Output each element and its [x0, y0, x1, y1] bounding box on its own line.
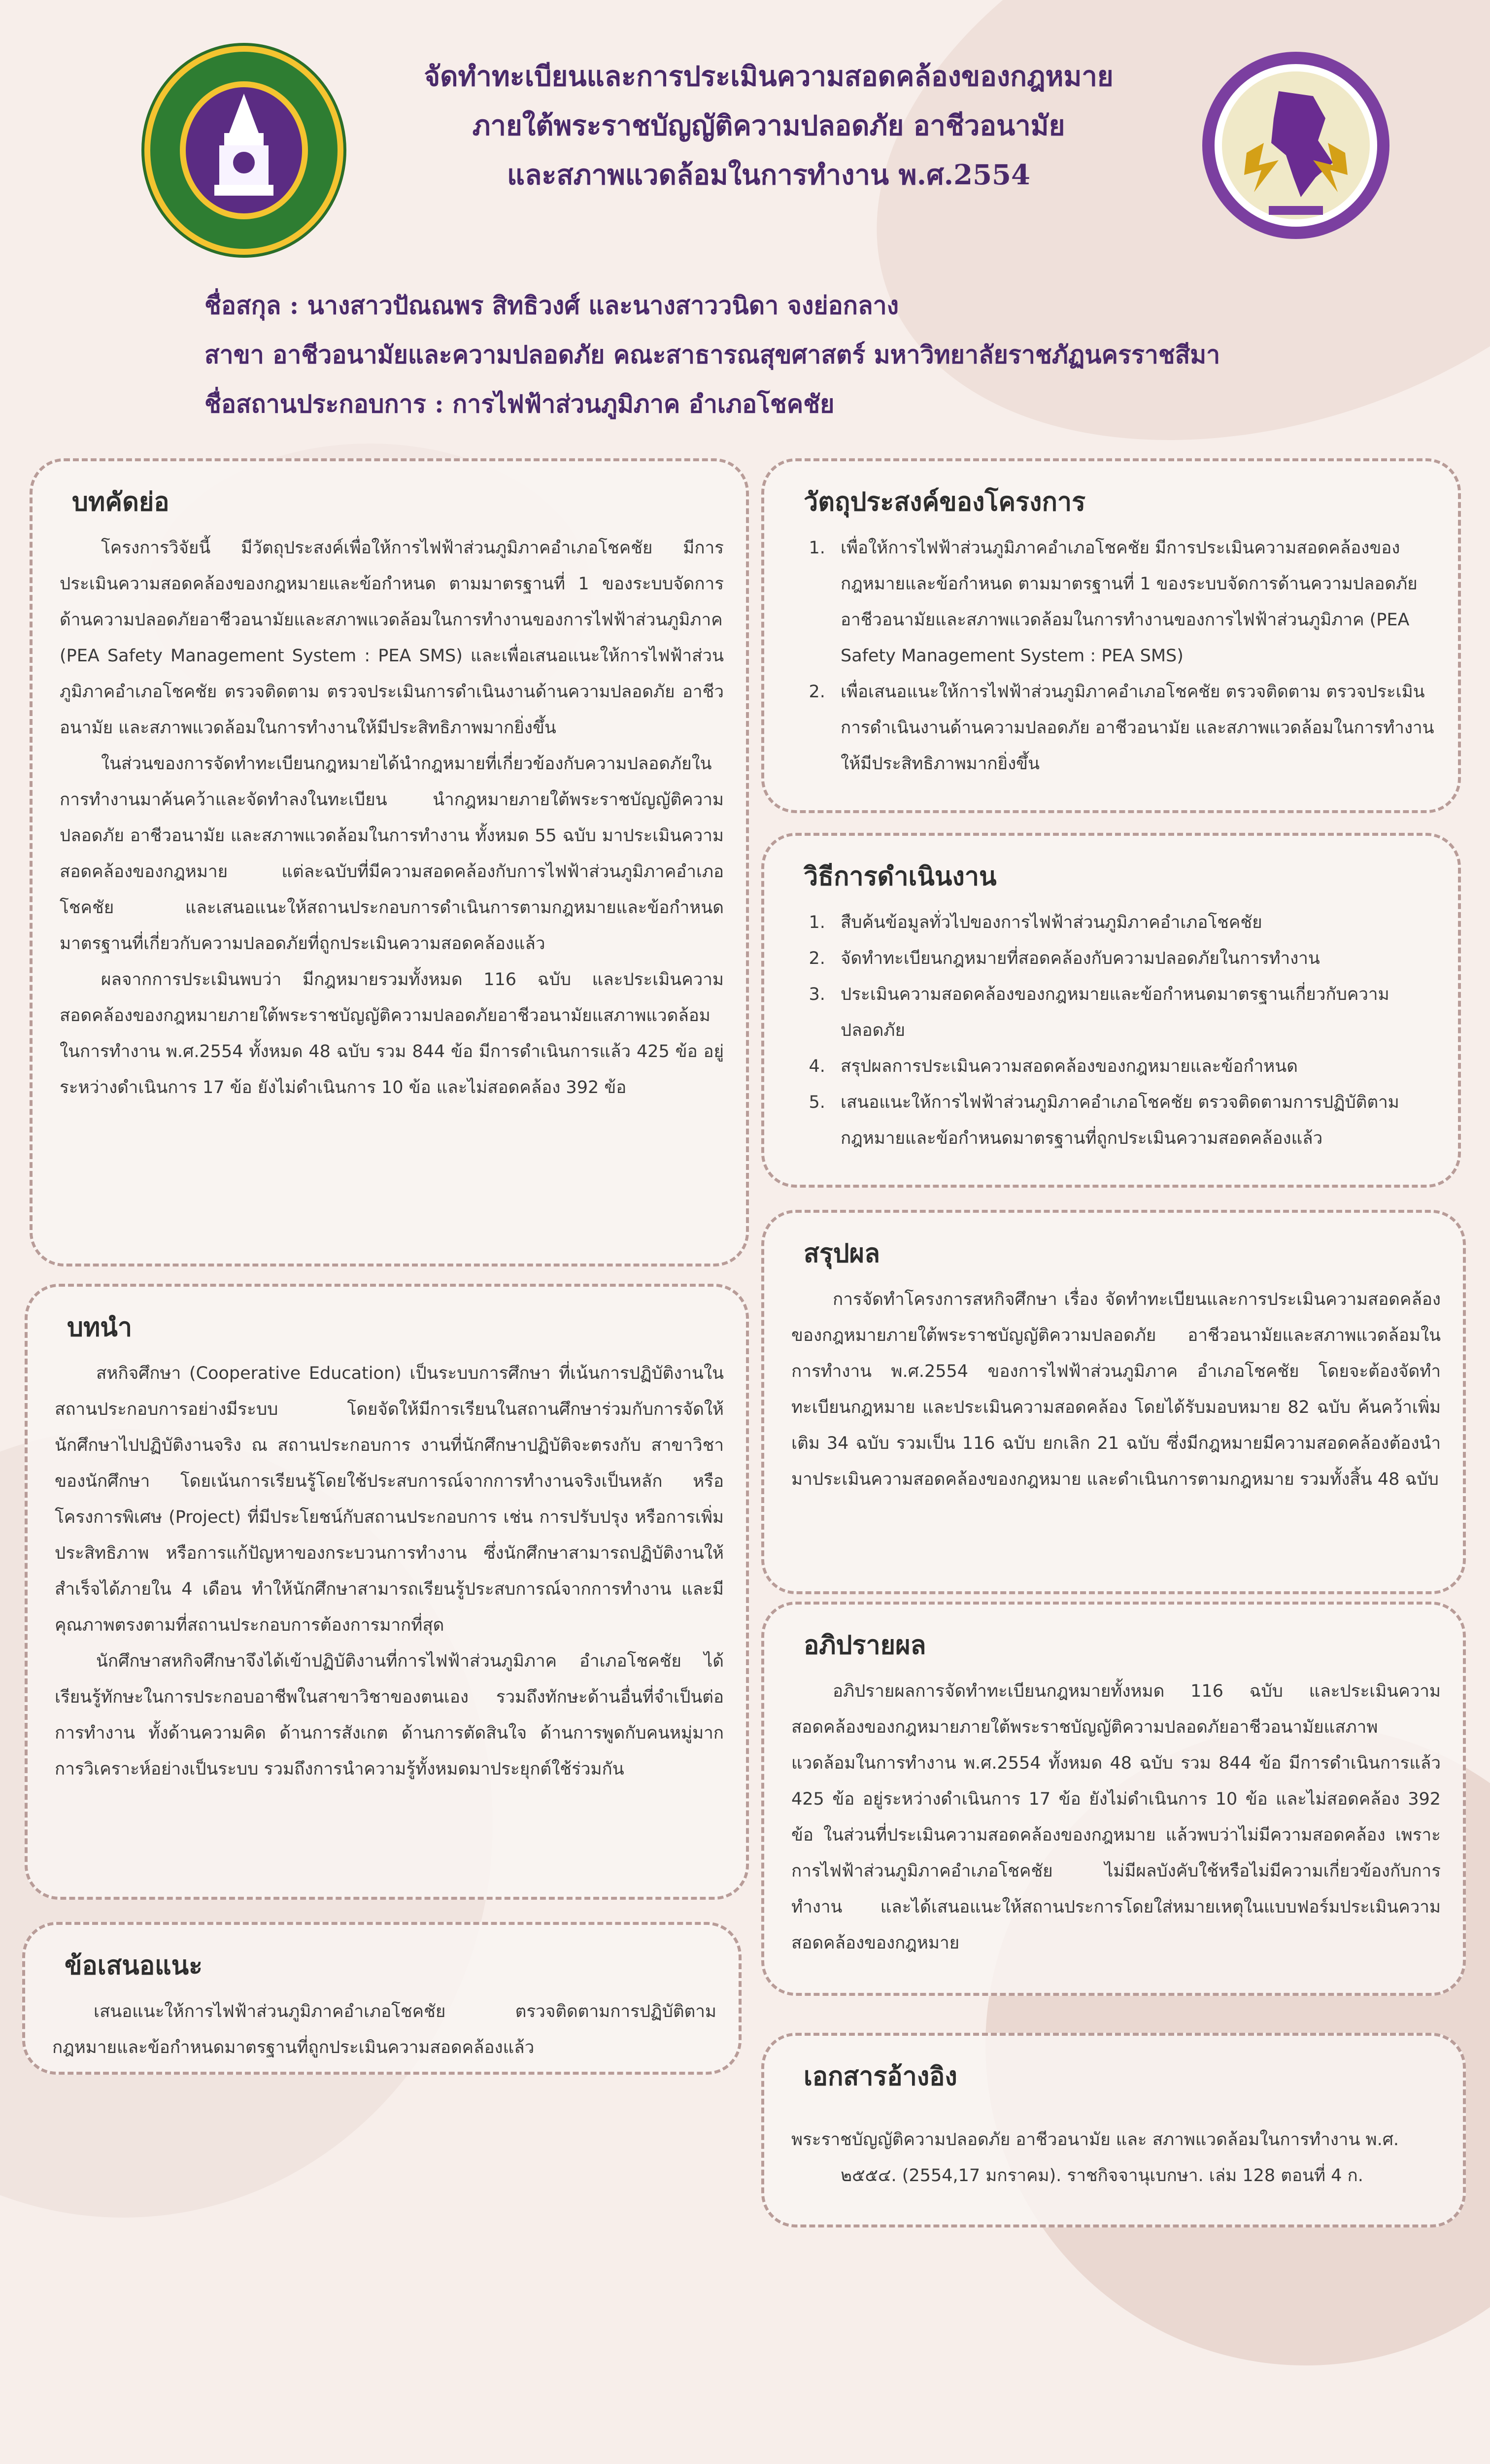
poster-title: [384, 52, 1153, 200]
list-item: 2. จัดทำทะเบียนกฎหมายที่สอดคล้องกับความปลอดภัยในการทำงาน: [831, 941, 1436, 977]
paragraph: ในส่วนของการจัดทำทะเบียนกฎหมายได้นำกฎหมายที่เกี่ยวข้องกับความปลอดภัยในการทำงานมาค้นคว้าและจัดทำลงในทะเบียน นำกฎหมายภายใต้พระราชบัญญัติความปลอดภัย อาชีวอนามัย และสภาพแวดล้อมในการทำงาน ทั้งหมด 55 ฉบับ มาประเมินความสอดคล้องของกฎหมาย แต่ละฉบับที่มีความสอดคล้องกับการไฟฟ้าส่วนภูมิภาคอำเภอโชคชัย และเสนอแนะให้สถานประกอบการดำเนินการตามกฎหมายและข้อกำหนดมาตรฐานที่เกี่ยวกับความปลอดภัยที่ถูกประเมินความสอดคล้องแล้ว: [60, 754, 724, 954]
department: สาขา อาชีวอนามัยและความปลอดภัย คณะสาธารณสุขศาสตร์ มหาวิทยาลัยราชภัฏนครราชสีมา: [204, 340, 1220, 369]
section-heading: ข้อเสนอแนะ: [65, 1951, 203, 1981]
list-item: 2. เพื่อเสนอแนะให้การไฟฟ้าส่วนภูมิภาคอำเภอโชคชัย ตรวจติดตาม ตรวจประเมินการดำเนินงานด้านความปลอดภัย อาชีวอนามัย และสภาพแวดล้อมในการทำงานให้มีประสิทธิภาพมากยิ่งขึ้น: [831, 674, 1436, 782]
section-heading: บทนำ: [67, 1313, 133, 1342]
objectives-section: [761, 458, 1461, 813]
paragraph: สหกิจศึกษา (Cooperative Education) เป็นระบบการศึกษา ที่เน้นการปฏิบัติงานในสถานประกอบการอย่างมีระบบ โดยจัดให้มีการเรียนในสถานศึกษาร่วมกับการจัดให้ นักศึกษาไปปฏิบัติงานจริง ณ สถานประกอบการ งานที่นักศึกษาปฏิบัติจะตรงกับ สาขาวิชาของนักศึกษา โดยเน้นการเรียนรู้โดยใช้ประสบการณ์จากการทำงานจริงเป็นหลัก หรือ โครงการพิเศษ (Project) ที่มีประโยชน์กับสถานประกอบการ เช่น การปรับปรุง หรือการเพิ่มประสิทธิภาพ หรือการแก้ปัญหาของกระบวนการทำงาน ซึ่งนักศึกษาสามารถปฏิบัติงานให้สำเร็จได้ภายใน 4 เดือน ทำให้นักศึกษาสามารถเรียนรู้ประสบการณ์จากการทำงาน และมีคุณภาพตรงตามที่สถานประกอบการต้องการมากที่สุด: [55, 1364, 724, 1635]
objectives-list: [791, 530, 1436, 782]
paragraph: ผลจากการประเมินพบว่า มีกฎหมายรวมทั้งหมด 116 ฉบับ และประเมินความสอดคล้องของกฎหมายภายใต้พระราชบัญญัติความปลอดภัยอาชีวอนามัยแสภาพแวดล้อมในการทำงาน พ.ศ.2554 ทั้งหมด 48 ฉบับ รวม 844 ข้อ มีการดำเนินการแล้ว 425 ข้อ อยู่ระหว่างดำเนินการ 17 ข้อ ยังไม่ดำเนินการ 10 ข้อ และไม่สอดคล้อง 392 ข้อ: [60, 970, 724, 1097]
title-line-1: จัดทำทะเบียนและการประเมินความสอดคล้องของกฎหมาย: [424, 60, 1114, 93]
university-logo: [140, 42, 347, 259]
list-item: 3. ประเมินความสอดคล้องของกฎหมายและข้อกำหนดมาตรฐานเกี่ยวกับความปลอดภัย: [831, 977, 1436, 1049]
methods-list: [791, 905, 1436, 1157]
list-item: 1. เพื่อให้การไฟฟ้าส่วนภูมิภาคอำเภอโชคชัย มีการประเมินความสอดคล้องของกฎหมายและข้อกำหนด ตามมาตรฐานที่ 1 ของระบบจัดการด้านความปลอดภัยอาชีวอนามัยและสภาพแวดล้อมในการทำงานของการไฟฟ้าส่วนภูมิภาค (PEA Safety Management System : PEA SMS): [831, 530, 1436, 674]
author-info: [204, 281, 1387, 429]
paragraph: โครงการวิจัยนี้ มีวัตถุประสงค์เพื่อให้การไฟฟ้าส่วนภูมิภาคอำเภอโชคชัย มีการประเมินความสอดคล้องของกฎหมายและข้อกำหนด ตามมาตรฐานที่ 1 ของระบบจัดการด้านความปลอดภัยอาชีวอนามัยและสภาพแวดล้อมในการทำงานของการไฟฟ้าส่วนภูมิภาค (PEA Safety Management System : PEA SMS) และเพื่อเสนอแนะให้การไฟฟ้าส่วนภูมิภาคอำเภอโชคชัย ตรวจติดตาม ตรวจประเมินการดำเนินงานด้านความปลอดภัย อาชีวอนามัย และสภาพแวดล้อมในการทำงานให้มีประสิทธิภาพมากยิ่งขึ้น: [60, 538, 724, 738]
section-heading: วัตถุประสงค์ของโครงการ: [804, 487, 1086, 517]
references-section: [761, 2033, 1466, 2227]
author-names: ชื่อสกุล : นางสาวปัณณพร สิทธิวงศ์ และนางสาววนิดา จงย่อกลาง: [204, 291, 899, 320]
list-item: 5. เสนอแนะให้การไฟฟ้าส่วนภูมิภาคอำเภอโชคชัย ตรวจติดตามการปฏิบัติตามกฎหมายและข้อกำหนดมาตรฐานที่ถูกประเมินความสอดคล้องแล้ว: [831, 1085, 1436, 1157]
section-heading: เอกสารอ้างอิง: [804, 2062, 957, 2091]
title-line-2: ภายใต้พระราชบัญญัติความปลอดภัย อาชีวอนามัย: [472, 109, 1065, 142]
suggestion-section: [22, 1922, 742, 2075]
workplace: ชื่อสถานประกอบการ : การไฟฟ้าส่วนภูมิภาค อำเภอโชคชัย: [204, 389, 835, 418]
pea-logo: [1200, 49, 1392, 241]
list-item: 4. สรุปผลการประเมินความสอดคล้องของกฎหมายและข้อกำหนด: [831, 1049, 1436, 1085]
abstract-section: [30, 458, 749, 1266]
reference-item: พระราชบัญญัติความปลอดภัย อาชีวอนามัย และ สภาพแวดล้อมในการทำงาน พ.ศ. ๒๕๕๔. (2554,17 มกราคม). ราชกิจจานุเบกษา. เล่ม 128 ตอนที่ 4 ก.: [791, 2130, 1399, 2186]
conclusion-section: [761, 1210, 1466, 1594]
methods-section: [761, 833, 1461, 1188]
list-item: 1. สืบค้นข้อมูลทั่วไปของการไฟฟ้าส่วนภูมิภาคอำเภอโชคชัย: [831, 905, 1436, 941]
discussion-section: [761, 1602, 1466, 1996]
section-heading: บทคัดย่อ: [72, 487, 169, 517]
paragraph: นักศึกษาสหกิจศึกษาจึงได้เข้าปฏิบัติงานที่การไฟฟ้าส่วนภูมิภาค อำเภอโชคชัย ได้เรียนรู้ทักษะในการประกอบอาชีพในสาขาวิชาของตนเอง รวมถึงทักษะด้านอื่นที่จำเป็นต่อการทำงาน ทั้งด้านความคิด ด้านการสังเกต ด้านการตัดสินใจ ด้านการพูดกับคนหมู่มาก การวิเคราะห์อย่างเป็นระบบ รวมถึงการนำความรู้ทั้งหมดมาประยุกต์ใช้ร่วมกัน: [55, 1651, 724, 1779]
paragraph: อภิปรายผลการจัดทำทะเบียนกฎหมายทั้งหมด 116 ฉบับ และประเมินความสอดคล้องของกฎหมายภายใต้พระราชบัญญัติความปลอดภัยอาชีวอนามัยแสภาพแวดล้อมในการทำงาน พ.ศ.2554 ทั้งหมด 48 ฉบับ รวม 844 ข้อ มีการดำเนินการแล้ว 425 ข้อ อยู่ระหว่างดำเนินการ 17 ข้อ ยังไม่ดำเนินการ 10 ข้อ และไม่สอดคล้อง 392 ข้อ ในส่วนที่ประเมินความสอดคล้องของกฎหมาย แล้วพบว่าไม่มีความสอดคล้อง เพราะ การไฟฟ้าส่วนภูมิภาคอำเภอโชคชัย ไม่มีผลบังคับใช้หรือไม่มีความเกี่ยวข้องกับการทำงาน และได้เสนอแนะให้สถานประการโดยใส่หมายเหตุในแบบฟอร์มประเมินความสอดคล้องของกฎหมาย: [791, 1681, 1441, 1953]
title-line-3: และสภาพแวดล้อมในการทำงาน พ.ศ.2554: [507, 159, 1030, 191]
section-heading: สรุปผล: [804, 1239, 880, 1268]
section-heading: วิธีการดำเนินงาน: [804, 862, 997, 891]
paragraph: เสนอแนะให้การไฟฟ้าส่วนภูมิภาคอำเภอโชคชัย ตรวจติดตามการปฏิบัติตามกฎหมายและข้อกำหนดมาตรฐานที่ถูกประเมินความสอดคล้องแล้ว: [52, 2002, 716, 2057]
section-heading: อภิปรายผล: [804, 1631, 926, 1660]
paragraph: การจัดทำโครงการสหกิจศึกษา เรื่อง จัดทำทะเบียนและการประเมินความสอดคล้องของกฎหมายภายใต้พระราชบัญญัติความปลอดภัย อาชีวอนามัยและสภาพแวดล้อมในการทำงาน พ.ศ.2554 ของการไฟฟ้าส่วนภูมิภาค อำเภอโชคชัย โดยจะต้องจัดทำทะเบียนกฎหมาย และประเมินความสอดคล้อง โดยได้รับมอบหมาย 82 ฉบับ ค้นคว้าเพิ่มเติม 34 ฉบับ รวมเป็น 116 ฉบับ ยกเลิก 21 ฉบับ ซึ่งมีกฎหมายมีความสอดคล้องต้องนำมาประเมินความสอดคล้องของกฎหมาย และดำเนินการตามกฎหมาย รวมทั้งสิ้น 48 ฉบับ: [791, 1290, 1441, 1489]
introduction-section: [25, 1284, 749, 1900]
